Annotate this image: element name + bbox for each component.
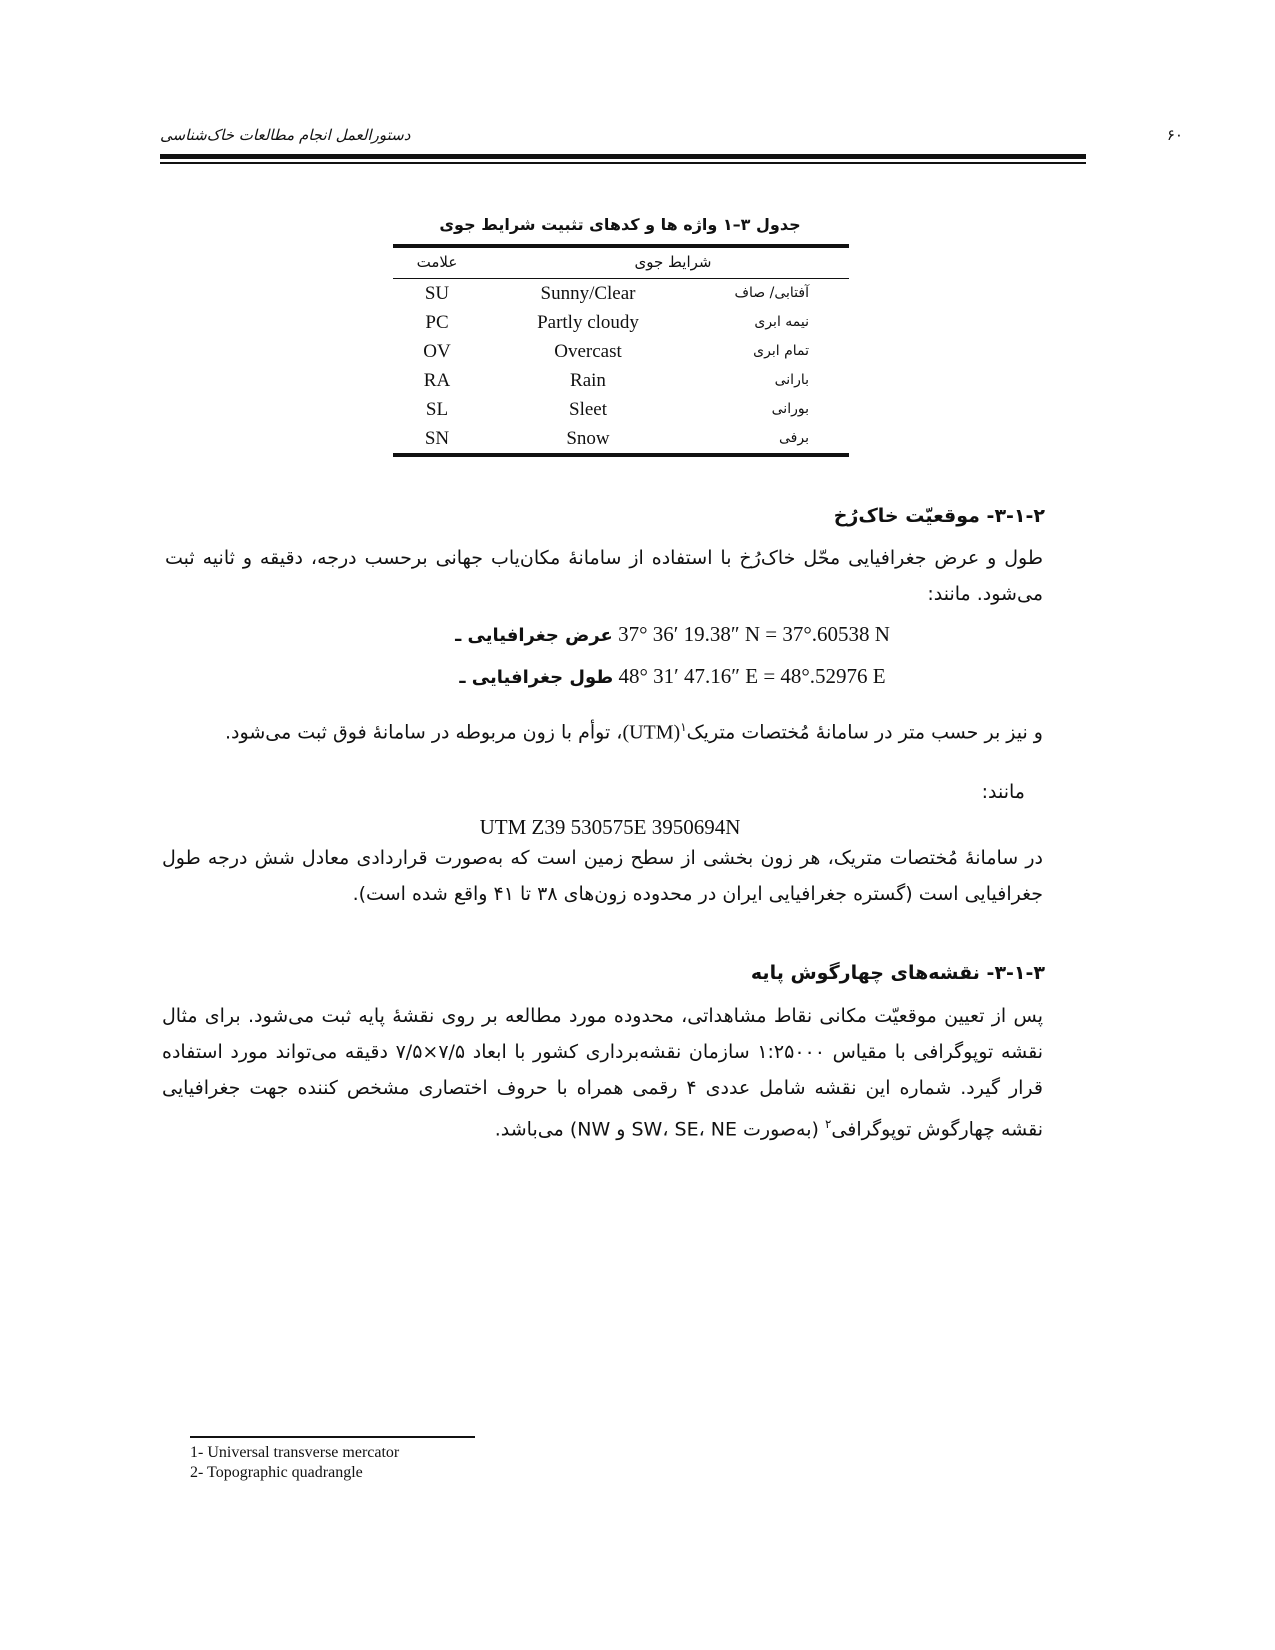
weather-codes-table — [393, 244, 849, 457]
table-bottom-rule — [393, 453, 849, 457]
row-english: Overcast — [554, 341, 622, 362]
row-code: SN — [424, 428, 450, 449]
longitude-value: 48° 31′ 47.16″ E = 48°.52976 E — [618, 664, 886, 688]
table-body — [393, 279, 849, 453]
row-english: Rain — [570, 370, 606, 391]
row-code: SU — [424, 283, 450, 304]
example-label: مانند: — [981, 781, 1025, 803]
utm-example: UTM Z39 530575E 3950694N — [479, 815, 741, 839]
longitude-line — [300, 664, 1045, 689]
footnote-ref-2: ۲ — [824, 1117, 832, 1131]
row-code: OV — [423, 341, 451, 362]
header-rule-thick — [160, 154, 1086, 159]
row-english: Sunny/Clear — [540, 283, 636, 304]
maps-paragraph — [162, 998, 1043, 1147]
table-caption: جدول ۳–۱ واژه ها و کدهای تثبیت شرایط جوی — [439, 215, 801, 234]
utm-sentence-before: و نیز بر حسب متر در سامانۀ مُختصات متریک — [686, 721, 1043, 744]
page-number: ۶۰ — [1166, 126, 1183, 144]
table-row — [393, 279, 849, 308]
table-row — [393, 395, 849, 424]
latitude-label: عرض جغرافیایی ـ — [455, 625, 613, 646]
row-persian: بارانی — [774, 372, 809, 388]
maps-text-end: (به‌صورت SW، SE، NE و NW) می‌باشد. — [494, 1118, 825, 1141]
row-persian: برفی — [779, 430, 809, 446]
latitude-value: 37° 36′ 19.38″ N = 37°.60538 N — [618, 622, 890, 646]
table-row — [393, 337, 849, 366]
row-english: Sleet — [569, 399, 607, 420]
latitude-line — [300, 622, 1045, 647]
running-title: دستورالعمل انجام مطالعات خاک‌شناسی — [160, 126, 411, 144]
header-code: علامت — [416, 253, 458, 271]
header-condition: شرایط جوی — [634, 253, 712, 271]
table-row — [393, 308, 849, 337]
maps-text: پس از تعیین موقعیّت مکانی نقاط مشاهداتی، محدوده مورد مطالعه بر روی نقشۀ پایه ثبت می‌شود. برای مثال نقشه توپوگرافی با مقیاس ۱:۲۵۰۰۰ سازمان نقشه‌برداری کشور با ابعاد ۷/۵×۷/۵ دقیقه می‌تواند مورد استفاده قرار گیرد. شماره این نقشه شامل عددی ۴ رقمی همراه با حروف اختصاری مشخص کننده جهت جغرافیایی نقشه چهارگوش توپوگرافی — [162, 1005, 1043, 1141]
table-row — [393, 424, 849, 453]
footnote-2: 2- Topographic quadrangle — [190, 1464, 363, 1481]
row-english: Partly cloudy — [537, 312, 639, 333]
footnote-1: 1- Universal transverse mercator — [190, 1444, 400, 1461]
utm-sentence-after: ، توأم با زون مربوطه در سامانۀ فوق ثبت می‌شود. — [225, 721, 623, 744]
zone-paragraph: در سامانۀ مُختصات متریک، هر زون بخشی از سطح زمین است که به‌صورت قراردادی معادل شش درجه طول جغرافیایی است (گستره جغرافیایی ایران در محدوده زون‌های ۳۸ تا ۴۱ واقع شده است). — [162, 847, 1043, 905]
table-row — [393, 366, 849, 395]
location-intro-paragraph: طول و عرض جغرافیایی محّل خاک‌رُخ با استفاده از سامانۀ مکان‌یاب جهانی برحسب درجه، دقیقه و ثانیه ثبت می‌شود. مانند: — [165, 547, 1043, 605]
section-heading-maps: ۳-۱-۳- نقشه‌های چهارگوش پایه — [750, 962, 1045, 984]
section-heading-location: ۳-۱-۲- موقعیّت خاک‌رُخ — [833, 505, 1045, 527]
running-header — [160, 126, 1183, 150]
table-header — [393, 248, 849, 278]
row-persian: نیمه ابری — [754, 314, 809, 330]
utm-sentence — [200, 720, 1043, 744]
utm-abbrev: (UTM) — [622, 721, 681, 744]
footnote-ref-1: ۱ — [680, 720, 687, 734]
row-persian: تمام ابری — [753, 343, 809, 359]
row-persian: آفتابی/ صاف — [734, 285, 809, 301]
longitude-label: طول جغرافیایی ـ — [459, 667, 614, 688]
row-english: Snow — [566, 428, 610, 449]
row-code: SL — [425, 399, 449, 420]
header-rule-thin — [160, 162, 1086, 164]
row-code: PC — [425, 312, 449, 333]
row-code: RA — [423, 370, 451, 391]
footnote-rule — [190, 1436, 475, 1438]
row-persian: بورانی — [771, 401, 809, 417]
